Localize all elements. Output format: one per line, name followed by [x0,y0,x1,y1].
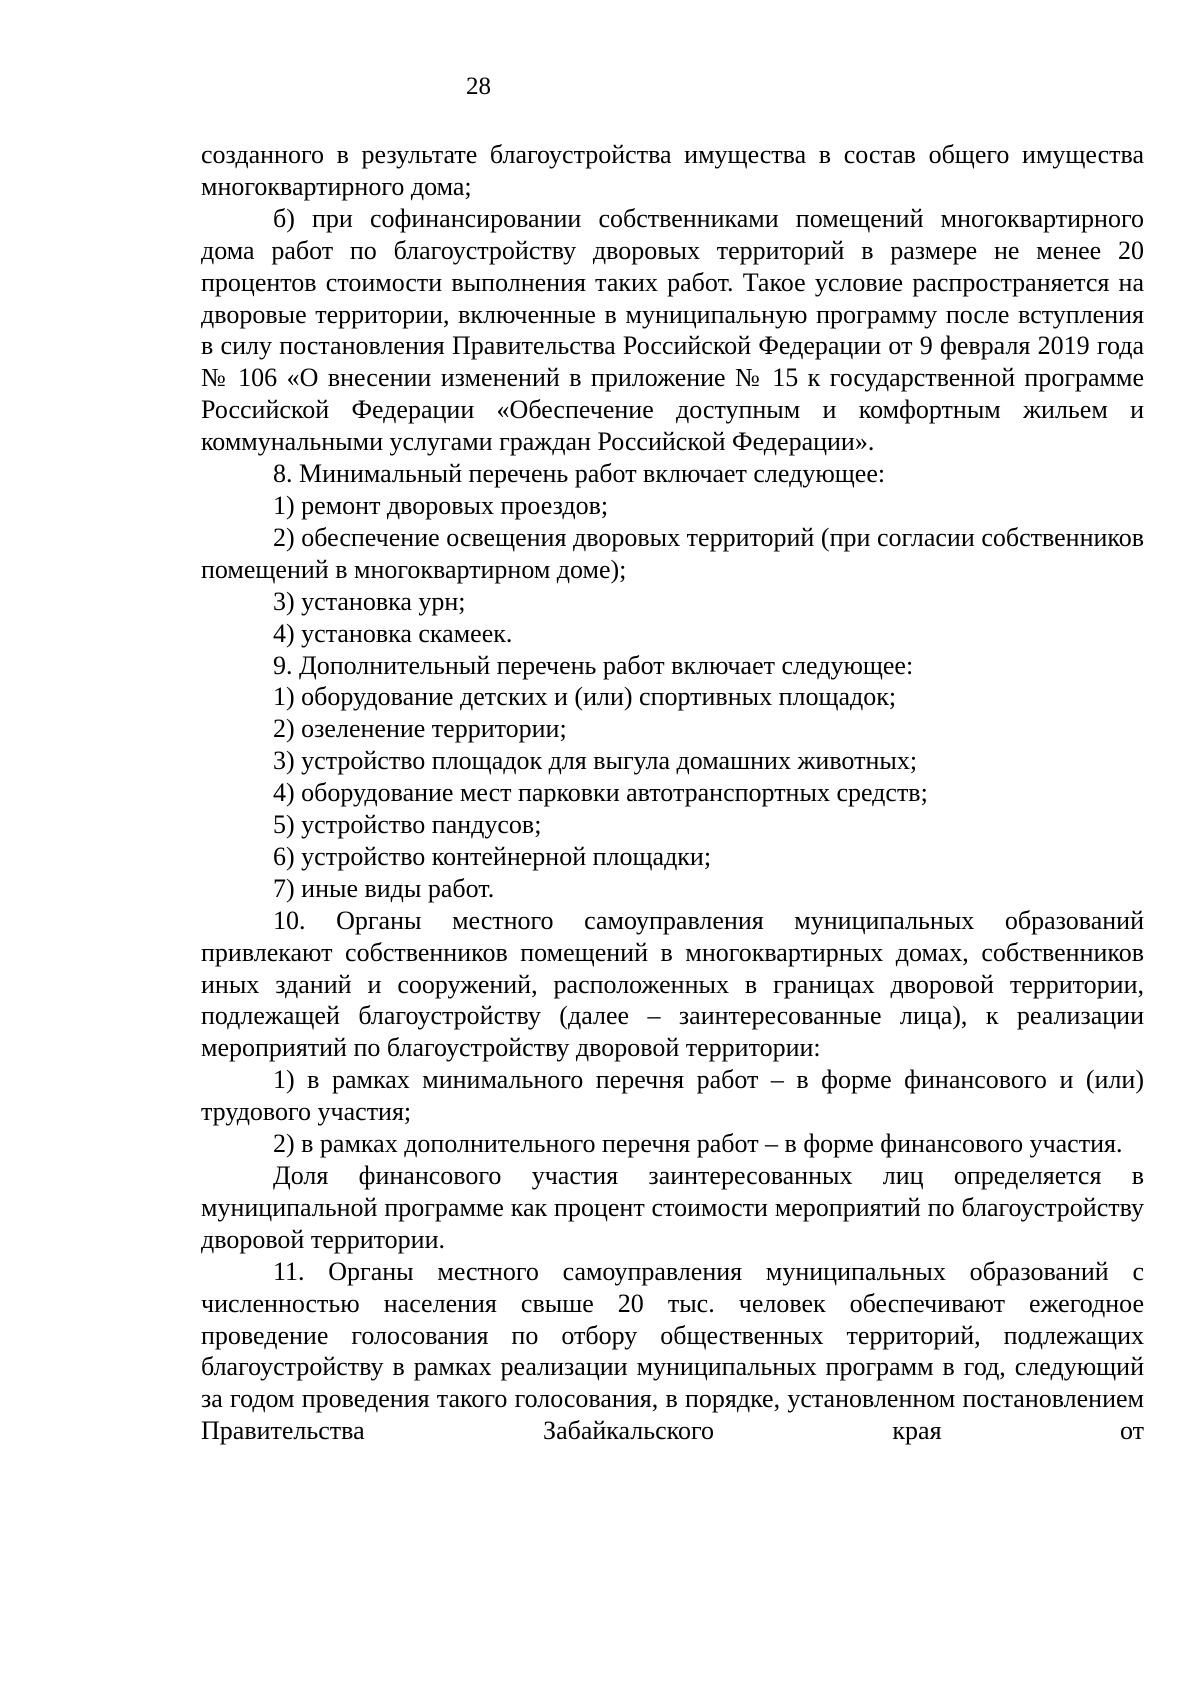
paragraph-17: 1) в рамках минимального перечня работ – в форме финансового и (или) трудового участия; [201,1065,1144,1127]
paragraph-9: 1) оборудование детских и (или) спортивных площадок; [273,682,897,712]
paragraph-7: 4) установка скамеек. [273,618,513,648]
paragraph-10: 2) озеленение территории; [273,714,567,744]
paragraph-11: 3) устройство площадок для выгула домашних животных; [273,746,918,776]
paragraph-14: 6) устройство контейнерной площадки; [273,841,712,871]
paragraph-12: 4) оборудование мест парковки автотранспортных средств; [273,778,928,808]
paragraph-20: 11. Органы местного самоуправления муниципальных образований с численностью населения свыше 20 тыс. человек обеспечивают ежегодное проведение голосования по отбору общественных территорий, подлежащих благоустройству в рамках реализации муниципальных программ в год, следующий за годом проведения такого голосования, в порядке, установленном постановлением Правительства Забайкальского края от [201,1256,1144,1446]
paragraph-19: Доля финансового участия заинтересованных лиц определяется в муниципальной программе как процент стоимости мероприятий по благоустройству дворовой территории. [201,1161,1144,1254]
paragraph-15: 7) иные виды работ. [273,873,495,903]
paragraph-4: 1) ремонт дворовых проездов; [273,490,609,520]
paragraph-8: 9. Дополнительный перечень работ включает следующее: [273,650,914,680]
paragraph-6: 3) установка урн; [273,586,466,616]
paragraph-16: 10. Органы местного самоуправления муниципальных образований привлекают собственников помещений в многоквартирных домах, собственников иных зданий и сооружений, расположенных в границах дворовой территории, подлежащей благоустройству (далее – заинтересованные лица), к реализации мероприятий по благоустройству дворовой территории: [201,905,1144,1063]
paragraph-5: 2) обеспечение освещения дворовых территорий (при согласии собственников помещений в многоквартирном доме); [201,522,1144,584]
paragraph-1: созданного в результате благоустройства имущества в состав общего имущества многоквартирного дома; [201,140,1144,201]
paragraph-2: б) при софинансировании собственниками помещений многоквартирного дома работ по благоустройству дворовых территорий в размере не менее 20 процентов стоимости выполнения таких работ. Такое условие распространяется на дворовые территории, включенные в муниципальную программу после вступления в силу постановления Правительства Российской Федерации от 9 февраля 2019 года № 106 «О внесении изменений в приложение № 15 к государственной программе Российской Федерации «Обеспечение доступным и комфортным жильем и коммунальными услугами граждан Российской Федерации». [201,203,1144,457]
paragraph-13: 5) устройство пандусов; [273,810,542,840]
paragraph-18: 2) в рамках дополнительного перечня работ – в форме финансового участия. [273,1129,1123,1159]
page-number: 28 [466,73,491,100]
document-body [201,139,1144,1447]
paragraph-3: 8. Минимальный перечень работ включает следующее: [273,459,886,489]
